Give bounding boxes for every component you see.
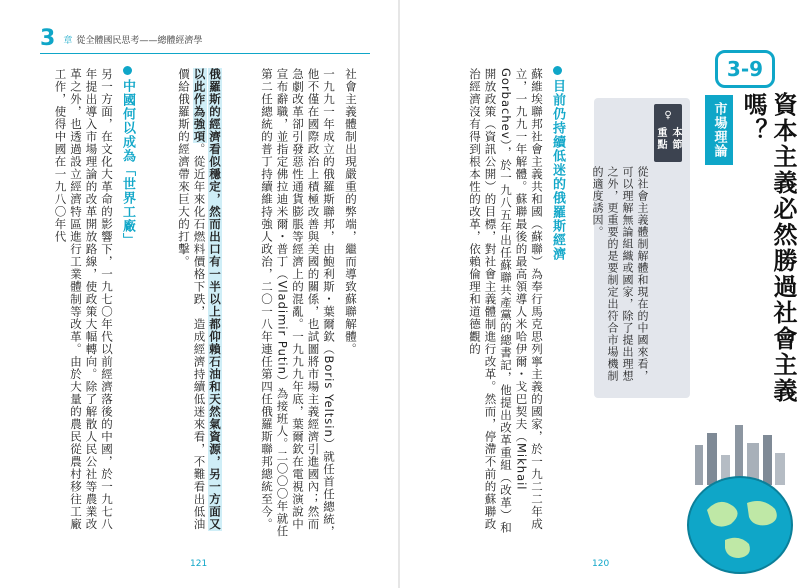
chapter-number: 3 bbox=[40, 26, 56, 51]
chapter-label: 章 bbox=[61, 34, 72, 44]
right-paragraph-1: 蘇維埃聯邦社會主義共和國（蘇聯）為奉行馬克思列寧主義的國家，於一九二二年成立，一九九一年解體。蘇聯最後的最高領導人米哈伊爾・戈巴契夫（Mikhail Gorbachev），於一九八五年出任蘇聯共產黨的總書記，他提出改革重組（改革）和開放政策（資訊公開）的目標，對社會主義體制進行改革。然而，停滯不前的蘇聯政治經濟沒有得到根本性的改革，依賴倫理和道德觀的 bbox=[468, 68, 544, 534]
bullet-dot bbox=[123, 66, 132, 75]
highlight-rest: 。從近年來化石燃料價格下跌，造成經濟持續低迷來看，不難看出低油價給俄羅斯的經濟帶來巨大的打擊。 bbox=[177, 68, 207, 531]
section-badge bbox=[715, 50, 775, 88]
section-heading-china bbox=[118, 66, 137, 286]
page-title: 資本主義必然勝過社會主義嗎？ bbox=[739, 92, 797, 404]
highlight-text: 俄羅斯的經濟看似穩定，然而出口有一半以上都仰賴石油和天然氣資源，另一方面又以此作為強項 bbox=[192, 68, 222, 531]
lightbulb-icon: ♀ bbox=[662, 110, 674, 123]
globe-city-icon bbox=[685, 415, 795, 580]
left-paragraph-4: 另一方面，在文化大革命的影響下，一九七〇年代以前經濟落後的中國，於一九七八年提出導入市場理論的改革開放路線，使政策大幅轉向。除了解散人民公社等農業改革之外，也透過設立經濟特區進行工業體制等改革。由於大量的農民從農村移往工廠工作，使得中國在一九八〇年代 bbox=[53, 68, 114, 531]
running-header bbox=[40, 26, 203, 51]
category-label: 市場理論 bbox=[705, 95, 733, 165]
left-paragraph-1: 社會主義體制出現嚴重的弊端，繼而導致蘇聯解體。 bbox=[344, 68, 358, 356]
left-paragraph-3 bbox=[142, 68, 222, 538]
header-rule bbox=[40, 53, 370, 54]
key-heading-text: 本節重點 bbox=[655, 127, 681, 151]
key-points-heading bbox=[654, 104, 682, 162]
bullet-dot bbox=[553, 66, 562, 75]
page-number-right: 120 bbox=[592, 559, 610, 569]
section-number: 3-9 bbox=[726, 57, 764, 81]
section-heading-russia bbox=[548, 66, 567, 326]
page-number-left: 121 bbox=[190, 559, 208, 569]
section-heading-text: 中國何以成為「世界工廠」 bbox=[120, 79, 135, 247]
header-title: 從全體國民思考——總體經濟學 bbox=[76, 35, 203, 46]
section-heading-text: 目前仍持續低迷的俄羅斯經濟 bbox=[550, 79, 565, 261]
key-points-text: 從社會主義體制解體和現在的中國來看，可以理解無論組織或國家，除了提出理想之外，更重要的是要制定出符合市場機制的適度誘因。 bbox=[591, 166, 649, 382]
left-paragraph-2: 一九九一年成立的俄羅斯聯邦，由鮑利斯・葉爾欽（Boris Yeltsin）就任首任總統，他不僅在國際政治上積極改善與美國的關係，也試圖將市場主義經濟引進國內；然而急劇改革卻引發惡性通貨膨脹等經濟上的混亂。一九九九年底，葉爾欽在電視演說中宣布辭職，並指定佛拉迪米爾・普丁（Vladimir Putin）為接班人。二〇〇〇年就任第二任總統的普丁持續維持強人政治，二〇一八年連任第四任俄羅斯聯邦總統至今。 bbox=[260, 68, 336, 538]
left-page bbox=[0, 0, 399, 588]
